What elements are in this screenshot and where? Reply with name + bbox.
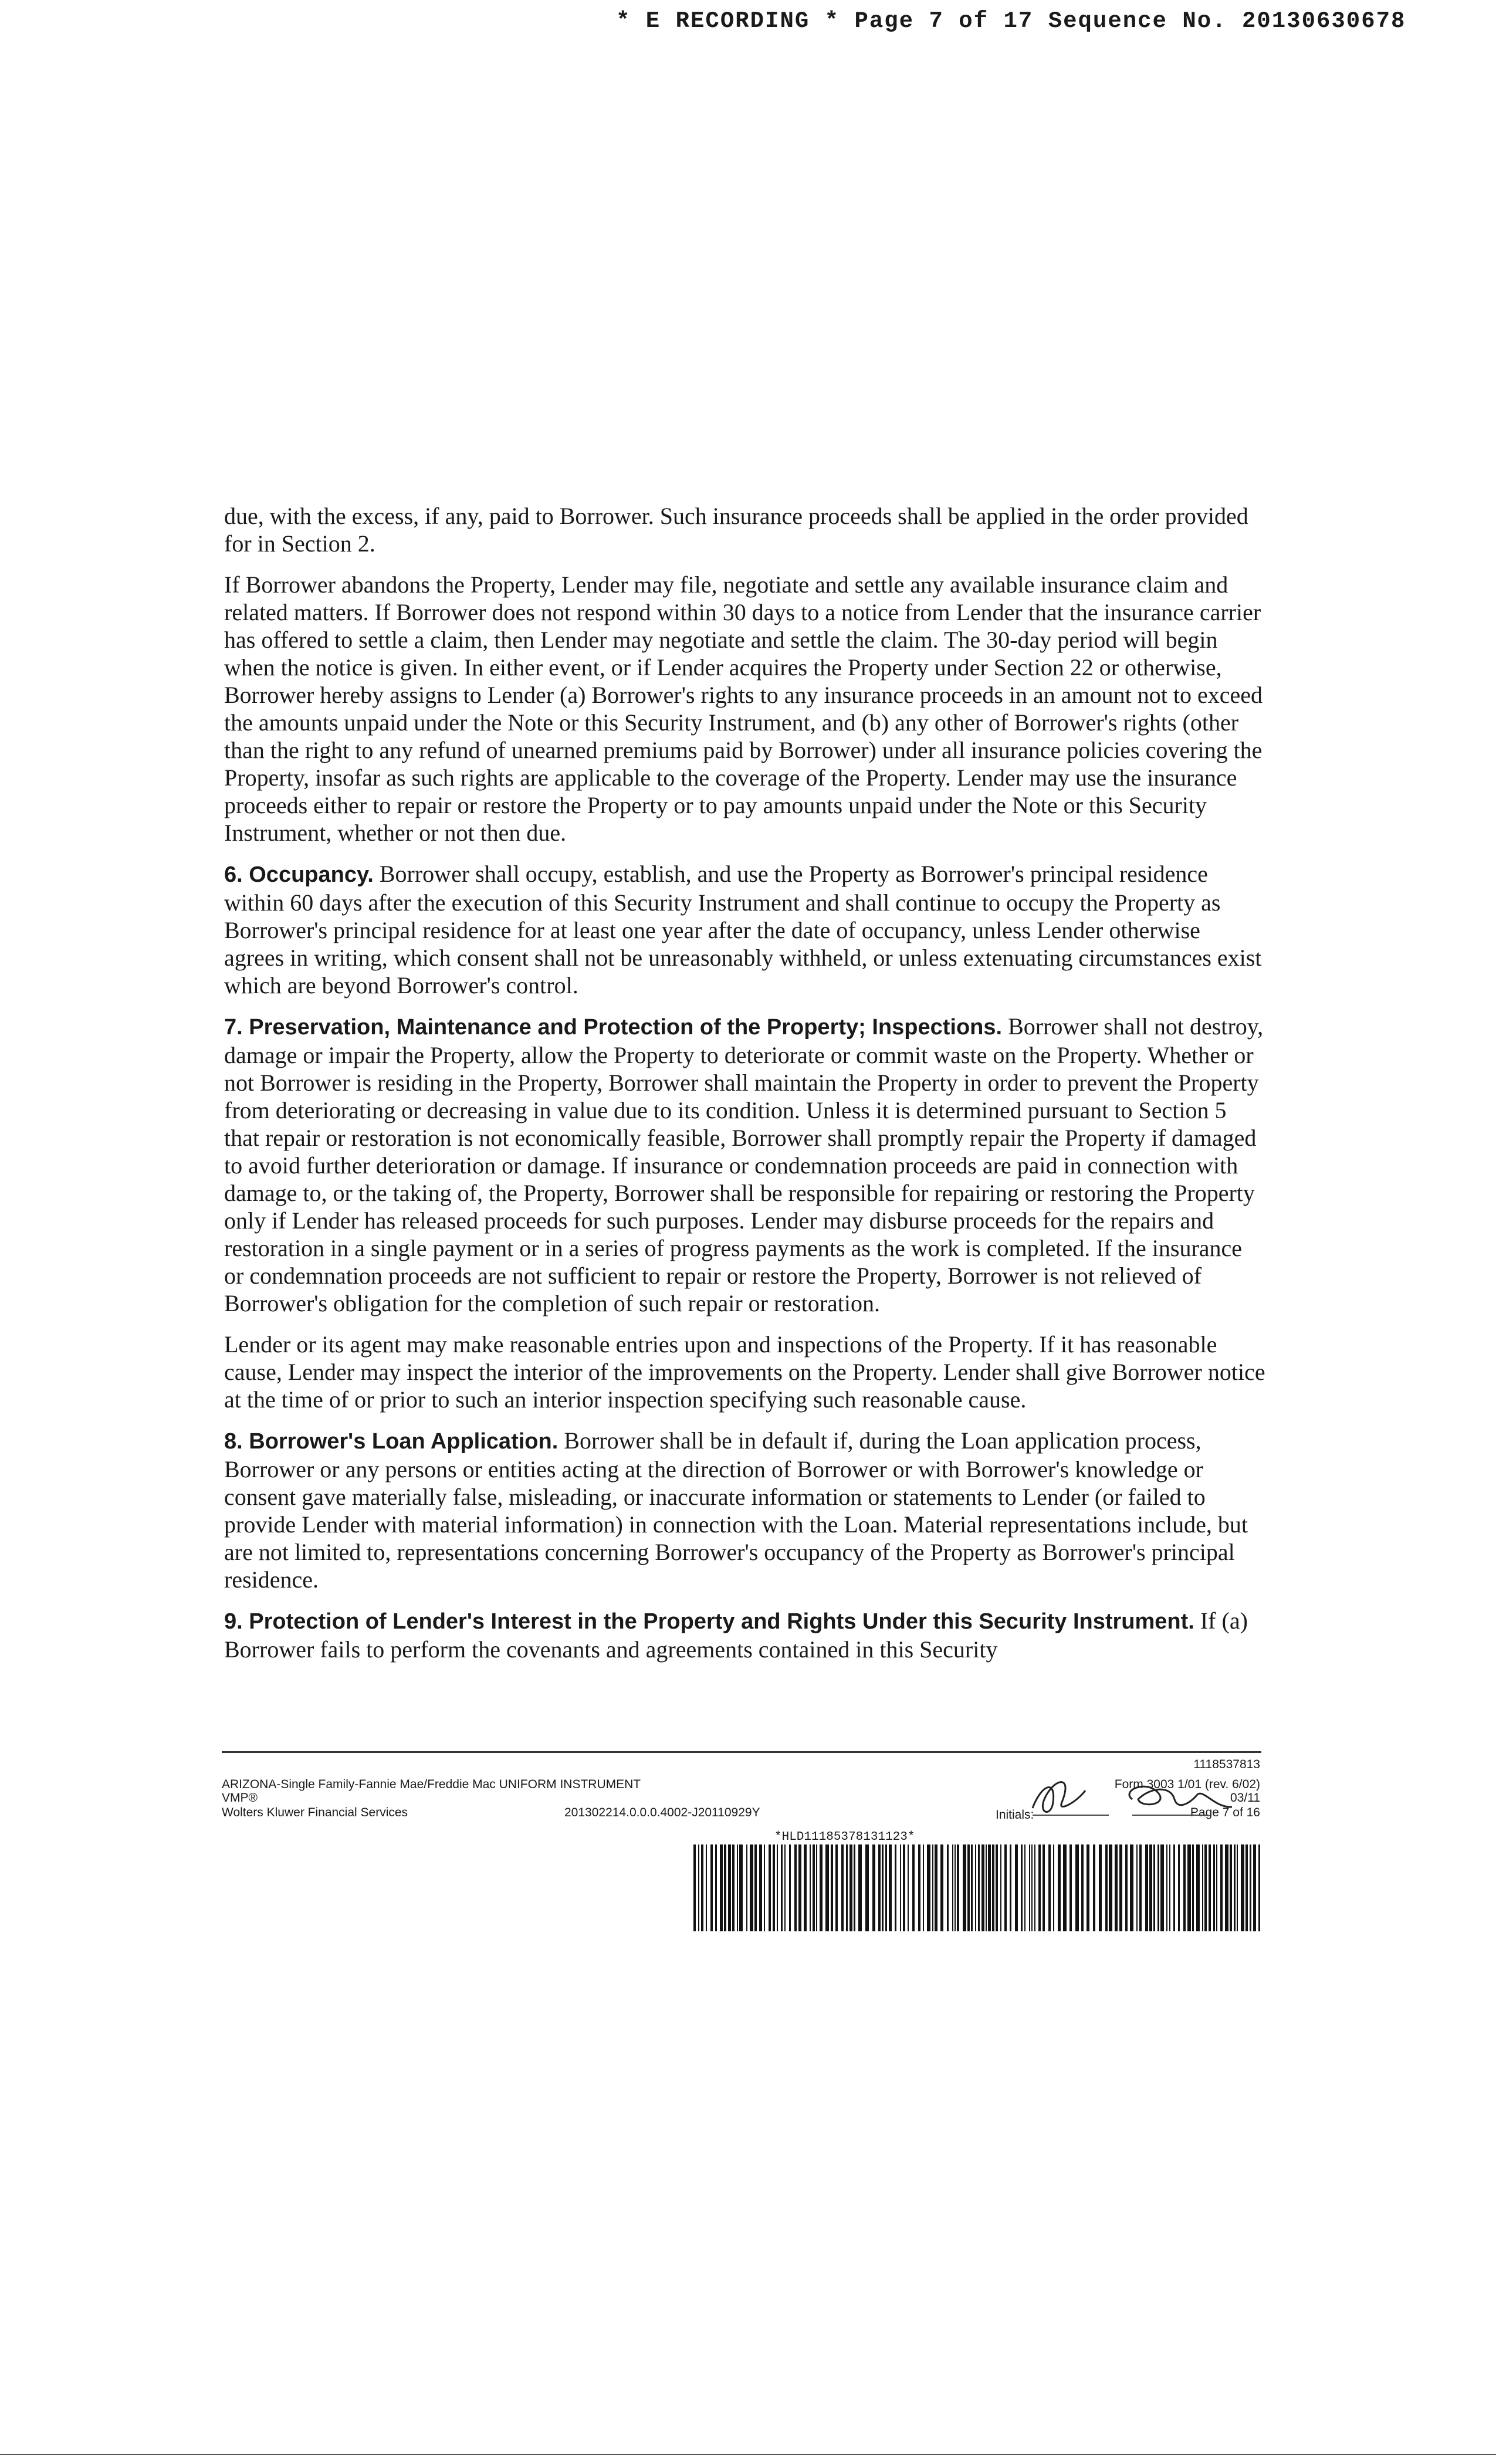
- page-bottom-rule: [0, 2454, 1496, 2455]
- section-8-text: Borrower shall be in default if, during the Loan application process, Borrower or any persons or entities acting at the direction of Borrower or with Borrower's knowledge or consent gave materially false, misleading, or inaccurate information or statements to Lender (or failed to provide Lender with material information) in connection with the Loan. Material representations include, but are not limited to, representations concerning Borrower's occupancy of the Property as Borrower's principal residence.: [224, 1427, 1248, 1593]
- footer-divider: [222, 1751, 1261, 1753]
- section-6-text: Borrower shall occupy, establish, and use the Property as Borrower's principal residence within 60 days after the execution of this Security Instrument and shall continue to occupy the Property as Borrower's principal residence for at least one year after the date of occupancy, unless Lender otherwise agrees in writing, which consent shall not be unreasonably withheld, or unless extenuating circumstances exist which are beyond Borrower's control.: [224, 861, 1262, 999]
- initials-signature-icon: [1021, 1767, 1267, 1826]
- section-7-text: Borrower shall not destroy, damage or impair the Property, allow the Property to deteriorate or commit waste on the Property. Whether or not Borrower is residing in the Property, Borrower shall maintain the Property in order to prevent the Property from deteriorating or decreasing in value due to its condition. Unless it is determined pursuant to Section 5 that repair or restoration is not economically feasible, Borrower shall promptly repair the Property if damaged to avoid further deterioration or damage. If insurance or condemnation proceeds are paid in connection with damage to, or the taking of, the Property, Borrower shall be responsible for repairing or restoring the Property only if Lender has released proceeds for such purposes. Lender may disburse proceeds for the repairs and restoration in a single payment or in a series of progress payments as the work is completed. If the insurance or condemnation proceeds are not sufficient to repair or restore the Property, Borrower is not relieved of Borrower's obligation for the completion of such repair or restoration.: [224, 1013, 1264, 1316]
- section-8-loan-application: [224, 1427, 1265, 1593]
- vmp-label: VMP®: [222, 1791, 258, 1805]
- barcode-text: *HLD11185378131123*: [774, 1830, 915, 1844]
- recording-header: * E RECORDING * Page 7 of 17 Sequence No. 20130630678: [616, 8, 1406, 34]
- barcode-icon: [693, 1844, 1261, 1931]
- section-7-heading: 7. Preservation, Maintenance and Protection of the Property; Inspections.: [224, 1015, 1003, 1040]
- section-7-preservation: [224, 1013, 1265, 1317]
- form-number: Form 3003 1/01 (rev. 6/02): [1114, 1778, 1260, 1791]
- loan-number: 1118537813: [1193, 1758, 1260, 1771]
- section-7-inspections: Lender or its agent may make reasonable entries upon and inspections of the Property. If it has reasonable cause, Lender may inspect the interior of the improvements on the Property. Lender shall give Borrower notice at the time of or prior to such an interior inspection specifying such reasonable cause.: [224, 1331, 1265, 1413]
- section-9-text: If (a) Borrower fails to perform the covenants and agreements contained in this Security: [224, 1607, 1248, 1663]
- section-6-occupancy: [224, 860, 1265, 999]
- document-code: 201302214.0.0.0.4002-J20110929Y: [564, 1806, 760, 1819]
- form-revision: 03/11: [1230, 1791, 1260, 1805]
- section-9-heading: 9. Protection of Lender's Interest in the Property and Rights Under this Security Instrument.: [224, 1609, 1194, 1634]
- section-6-heading: 6. Occupancy.: [224, 862, 374, 887]
- initials-label: Initials:: [996, 1808, 1034, 1822]
- form-title: ARIZONA-Single Family-Fannie Mae/Freddie Mac UNIFORM INSTRUMENT: [222, 1778, 641, 1791]
- section-8-heading: 8. Borrower's Loan Application.: [224, 1429, 559, 1454]
- document-body: [224, 502, 1265, 1677]
- paragraph-insurance-proceeds: due, with the excess, if any, paid to Borrower. Such insurance proceeds shall be applied in the order provided for in Section 2.: [224, 503, 1248, 557]
- paragraph-abandonment: If Borrower abandons the Property, Lender may file, negotiate and settle any available insurance claim and related matters. If Borrower does not respond within 30 days to a notice from Lender that the insurance carrier has offered to settle a claim, then Lender may negotiate and settle the claim. The 30-day period will begin when the notice is given. In either event, or if Lender acquires the Property under Section 22 or otherwise, Borrower hereby assigns to Lender (a) Borrower's rights to any insurance proceeds in an amount not to exceed the amounts unpaid under the Note or this Security Instrument, and (b) any other of Borrower's rights (other than the right to any refund of unearned premiums paid by Borrower) under all insurance policies covering the Property, insofar as such rights are applicable to the coverage of the Property. Lender may use the insurance proceeds either to repair or restore the Property or to pay amounts unpaid under the Note or this Security Instrument, whether or not then due.: [224, 571, 1263, 846]
- section-9-protection: [224, 1607, 1265, 1663]
- publisher: Wolters Kluwer Financial Services: [222, 1806, 408, 1819]
- page-number: Page 7 of 16: [1190, 1806, 1260, 1819]
